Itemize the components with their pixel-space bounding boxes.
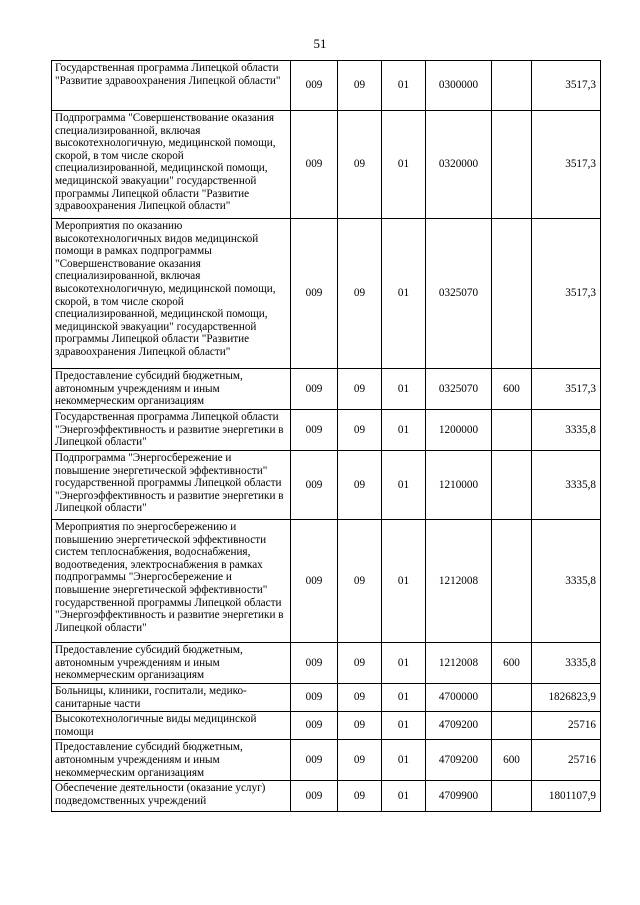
expense-type-cell bbox=[492, 410, 532, 451]
amount-cell: 25716 bbox=[532, 712, 601, 740]
expense-type-cell bbox=[492, 684, 532, 712]
amount-cell: 1826823,9 bbox=[532, 684, 601, 712]
row-name-cell: Подпрограмма "Энергосбережение и повышение энергетической эффективности" государственной программы Липецкой области "Энергоэффективность и развитие энергетики в Липецкой области" bbox=[52, 451, 291, 520]
ministry-code-cell: 009 bbox=[291, 712, 338, 740]
table-row bbox=[52, 712, 601, 740]
expense-type-cell bbox=[492, 61, 532, 111]
section-code-cell: 09 bbox=[338, 61, 382, 111]
ministry-code-cell: 009 bbox=[291, 740, 338, 781]
target-article-cell: 1200000 bbox=[426, 410, 492, 451]
ministry-code-cell: 009 bbox=[291, 643, 338, 684]
amount-cell: 3517,3 bbox=[532, 219, 601, 369]
amount-cell: 3517,3 bbox=[532, 369, 601, 410]
table-row bbox=[52, 61, 601, 111]
subsection-code-cell: 01 bbox=[382, 684, 426, 712]
section-code-cell: 09 bbox=[338, 219, 382, 369]
row-name-cell: Мероприятия по оказанию высокотехнологичных видов медицинской помощи в рамках подпрограммы "Совершенствование оказания специализированной, включая высокотехнологичную, медицинской помощи, скорой, в том числе скорой специализированной, медицинской помощи, медицинской эвакуации" государственной программы Липецкой области "Развитие здравоохранения Липецкой области" bbox=[52, 219, 291, 369]
section-code-cell: 09 bbox=[338, 712, 382, 740]
target-article-cell: 4709200 bbox=[426, 740, 492, 781]
subsection-code-cell: 01 bbox=[382, 712, 426, 740]
expense-type-cell bbox=[492, 520, 532, 643]
table-row bbox=[52, 451, 601, 520]
target-article-cell: 0325070 bbox=[426, 369, 492, 410]
subsection-code-cell: 01 bbox=[382, 219, 426, 369]
table-row bbox=[52, 643, 601, 684]
subsection-code-cell: 01 bbox=[382, 111, 426, 219]
expense-type-cell: 600 bbox=[492, 369, 532, 410]
subsection-code-cell: 01 bbox=[382, 781, 426, 812]
row-name-cell: Предоставление субсидий бюджетным, автономным учреждениям и иным некоммерческим организациям bbox=[52, 740, 291, 781]
section-code-cell: 09 bbox=[338, 451, 382, 520]
section-code-cell: 09 bbox=[338, 410, 382, 451]
section-code-cell: 09 bbox=[338, 111, 382, 219]
subsection-code-cell: 01 bbox=[382, 61, 426, 111]
subsection-code-cell: 01 bbox=[382, 520, 426, 643]
subsection-code-cell: 01 bbox=[382, 369, 426, 410]
section-code-cell: 09 bbox=[338, 684, 382, 712]
table-row bbox=[52, 111, 601, 219]
table-row bbox=[52, 520, 601, 643]
section-code-cell: 09 bbox=[338, 520, 382, 643]
row-name-cell: Обеспечение деятельности (оказание услуг) подведомственных учреждений bbox=[52, 781, 291, 812]
ministry-code-cell: 009 bbox=[291, 219, 338, 369]
target-article-cell: 4709200 bbox=[426, 712, 492, 740]
row-name-cell: Мероприятия по энергосбережению и повышению энергетической эффективности систем теплоснабжения, водоснабжения, водоотведения, электроснабжения в рамках подпрограммы "Энергосбережение и повышение энергетической эффективности" государственной программы Липецкой области "Энергоэффективность и развитие энергетики в Липецкой области" bbox=[52, 520, 291, 643]
table-row bbox=[52, 410, 601, 451]
amount-cell: 3335,8 bbox=[532, 410, 601, 451]
subsection-code-cell: 01 bbox=[382, 740, 426, 781]
amount-cell: 25716 bbox=[532, 740, 601, 781]
row-name-cell: Высокотехнологичные виды медицинской помощи bbox=[52, 712, 291, 740]
ministry-code-cell: 009 bbox=[291, 111, 338, 219]
table-row bbox=[52, 740, 601, 781]
expense-type-cell bbox=[492, 111, 532, 219]
expense-type-cell bbox=[492, 219, 532, 369]
target-article-cell: 0325070 bbox=[426, 219, 492, 369]
page-number: 51 bbox=[313, 36, 327, 51]
ministry-code-cell: 009 bbox=[291, 684, 338, 712]
subsection-code-cell: 01 bbox=[382, 643, 426, 684]
table-row bbox=[52, 219, 601, 369]
row-name-cell: Государственная программа Липецкой области "Энергоэффективность и развитие энергетики в Липецкой области" bbox=[52, 410, 291, 451]
ministry-code-cell: 009 bbox=[291, 781, 338, 812]
target-article-cell: 1212008 bbox=[426, 643, 492, 684]
amount-cell: 3335,8 bbox=[532, 451, 601, 520]
target-article-cell: 4700000 bbox=[426, 684, 492, 712]
table-row bbox=[52, 781, 601, 812]
row-name-cell: Предоставление субсидий бюджетным, автономным учреждениям и иным некоммерческим организациям bbox=[52, 643, 291, 684]
ministry-code-cell: 009 bbox=[291, 410, 338, 451]
row-name-cell: Государственная программа Липецкой области "Развитие здравоохранения Липецкой области" bbox=[52, 61, 291, 111]
amount-cell: 3517,3 bbox=[532, 111, 601, 219]
amount-cell: 1801107,9 bbox=[532, 781, 601, 812]
ministry-code-cell: 009 bbox=[291, 451, 338, 520]
ministry-code-cell: 009 bbox=[291, 61, 338, 111]
expense-type-cell bbox=[492, 712, 532, 740]
expense-type-cell: 600 bbox=[492, 643, 532, 684]
section-code-cell: 09 bbox=[338, 369, 382, 410]
expense-type-cell bbox=[492, 451, 532, 520]
amount-cell: 3517,3 bbox=[532, 61, 601, 111]
ministry-code-cell: 009 bbox=[291, 369, 338, 410]
target-article-cell: 0320000 bbox=[426, 111, 492, 219]
target-article-cell: 0300000 bbox=[426, 61, 492, 111]
section-code-cell: 09 bbox=[338, 643, 382, 684]
amount-cell: 3335,8 bbox=[532, 643, 601, 684]
subsection-code-cell: 01 bbox=[382, 410, 426, 451]
row-name-cell: Предоставление субсидий бюджетным, автономным учреждениям и иным некоммерческим организациям bbox=[52, 369, 291, 410]
section-code-cell: 09 bbox=[338, 781, 382, 812]
amount-cell: 3335,8 bbox=[532, 520, 601, 643]
target-article-cell: 1210000 bbox=[426, 451, 492, 520]
expense-type-cell bbox=[492, 781, 532, 812]
section-code-cell: 09 bbox=[338, 740, 382, 781]
ministry-code-cell: 009 bbox=[291, 520, 338, 643]
row-name-cell: Больницы, клиники, госпитали, медико-санитарные части bbox=[52, 684, 291, 712]
target-article-cell: 4709900 bbox=[426, 781, 492, 812]
table-row bbox=[52, 684, 601, 712]
subsection-code-cell: 01 bbox=[382, 451, 426, 520]
table-row bbox=[52, 369, 601, 410]
budget-table bbox=[51, 60, 601, 812]
target-article-cell: 1212008 bbox=[426, 520, 492, 643]
expense-type-cell: 600 bbox=[492, 740, 532, 781]
row-name-cell: Подпрограмма "Совершенствование оказания специализированной, включая высокотехнологичную, медицинской помощи, скорой, в том числе скорой специализированной, медицинской помощи, медицинской эвакуации" государственной программы Липецкой области "Развитие здравоохранения Липецкой области" bbox=[52, 111, 291, 219]
